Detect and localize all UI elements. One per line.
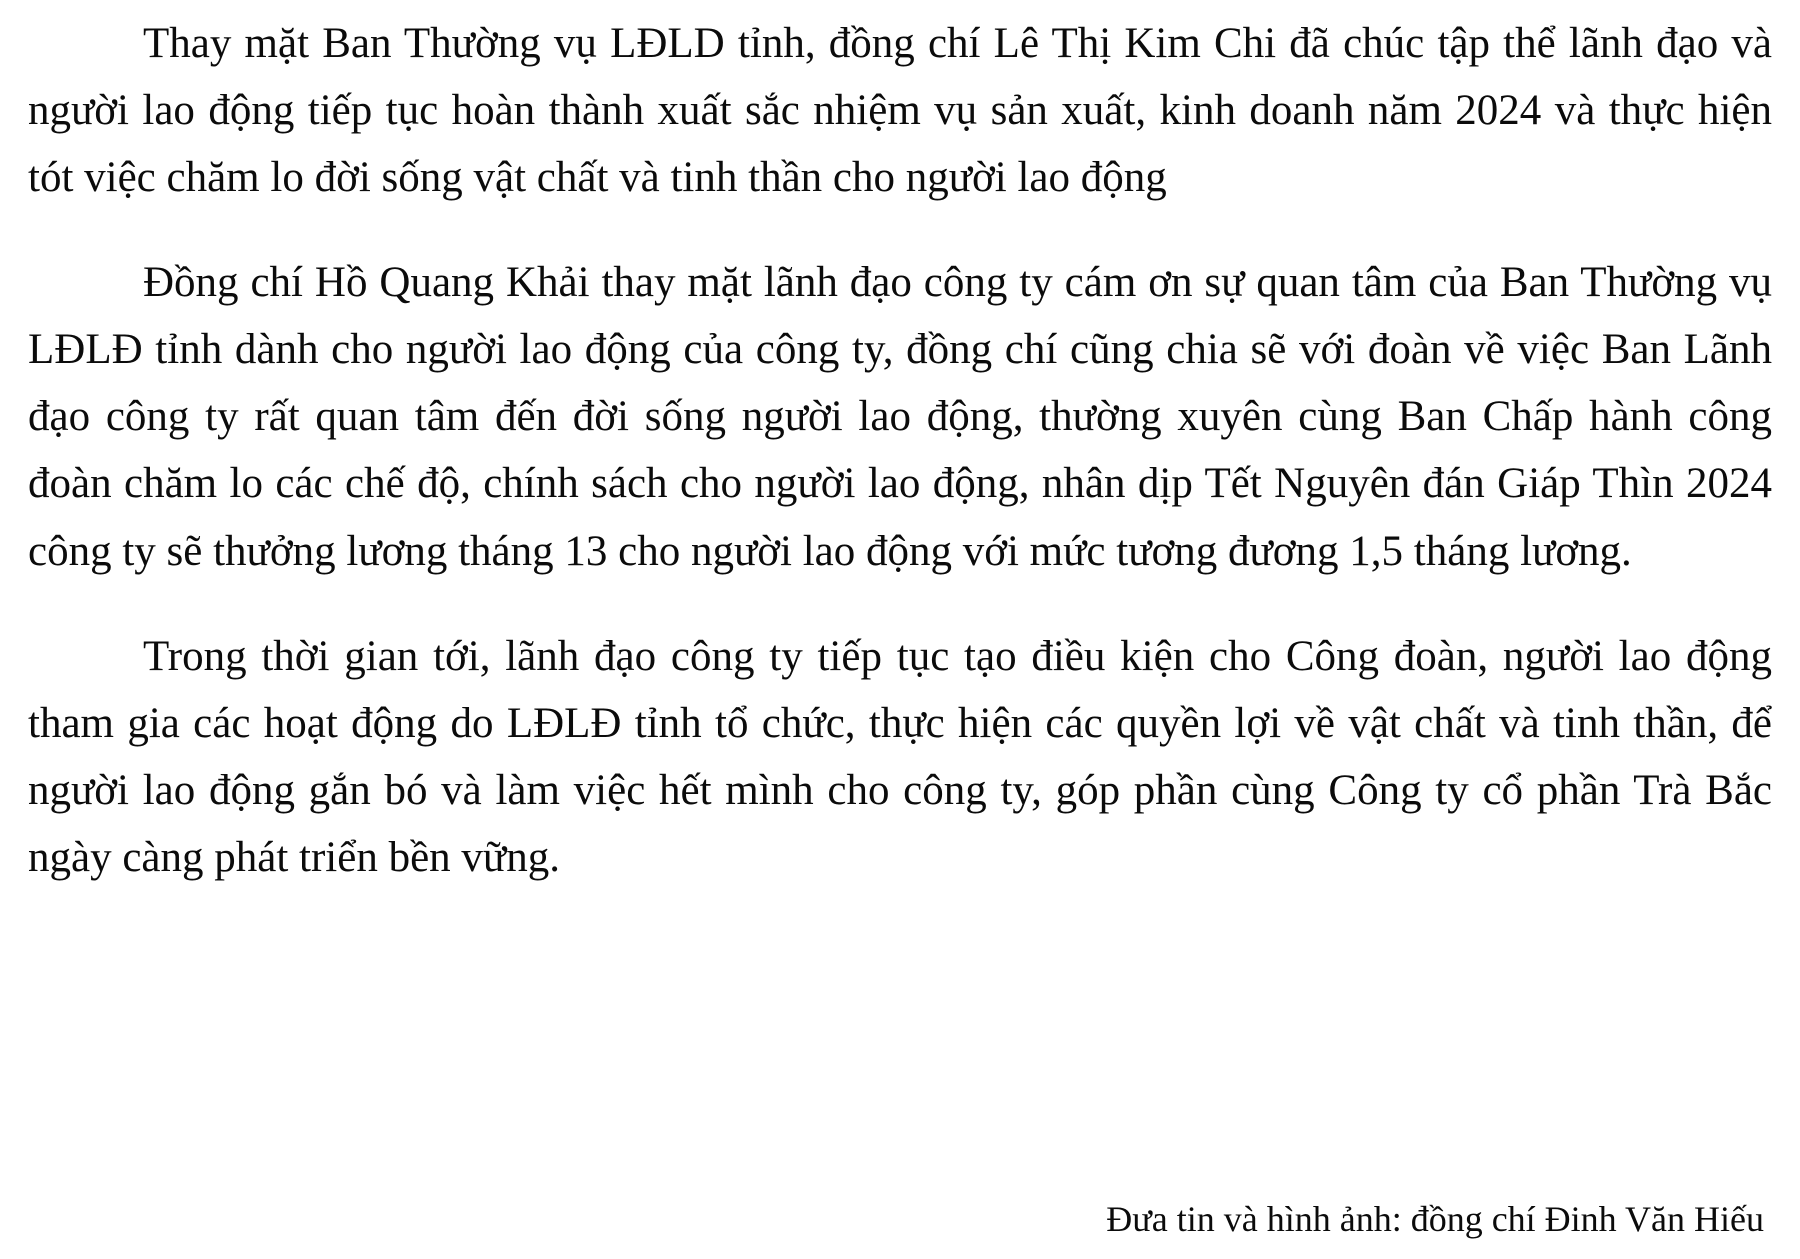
document-body <box>28 10 1772 891</box>
paragraph-2: Đồng chí Hồ Quang Khải thay mặt lãnh đạo công ty cám ơn sự quan tâm của Ban Thường vụ LĐLĐ tỉnh dành cho người lao động của công ty, đồng chí cũng chia sẽ với đoàn về việc Ban Lãnh đạo công ty rất quan tâm đến đời sống người lao động, thường xuyên cùng Ban Chấp hành công đoàn chăm lo các chế độ, chính sách cho người lao động, nhân dịp Tết Nguyên đán Giáp Thìn 2024 công ty sẽ thưởng lương tháng 13 cho người lao động với mức tương đương 1,5 tháng lương. <box>28 259 1772 575</box>
credit-line: Đưa tin và hình ảnh: đồng chí Đinh Văn Hiếu <box>1106 1199 1764 1240</box>
paragraph-3: Trong thời gian tới, lãnh đạo công ty tiếp tục tạo điều kiện cho Công đoàn, người lao động tham gia các hoạt động do LĐLĐ tỉnh tổ chức, thực hiện các quyền lợi về vật chất và tinh thần, để người lao động gắn bó và làm việc hết mình cho công ty, góp phần cùng Công ty cổ phần Trà Bắc ngày càng phát triển bền vững. <box>28 632 1772 881</box>
paragraph-1: Thay mặt Ban Thường vụ LĐLD tỉnh, đồng chí Lê Thị Kim Chi đã chúc tập thể lãnh đạo và người lao động tiếp tục hoàn thành xuất sắc nhiệm vụ sản xuất, kinh doanh năm 2024 và thực hiện tót việc chăm lo đời sống vật chất và tinh thần cho người lao động <box>28 20 1772 202</box>
credit-line-container <box>28 1196 1764 1243</box>
